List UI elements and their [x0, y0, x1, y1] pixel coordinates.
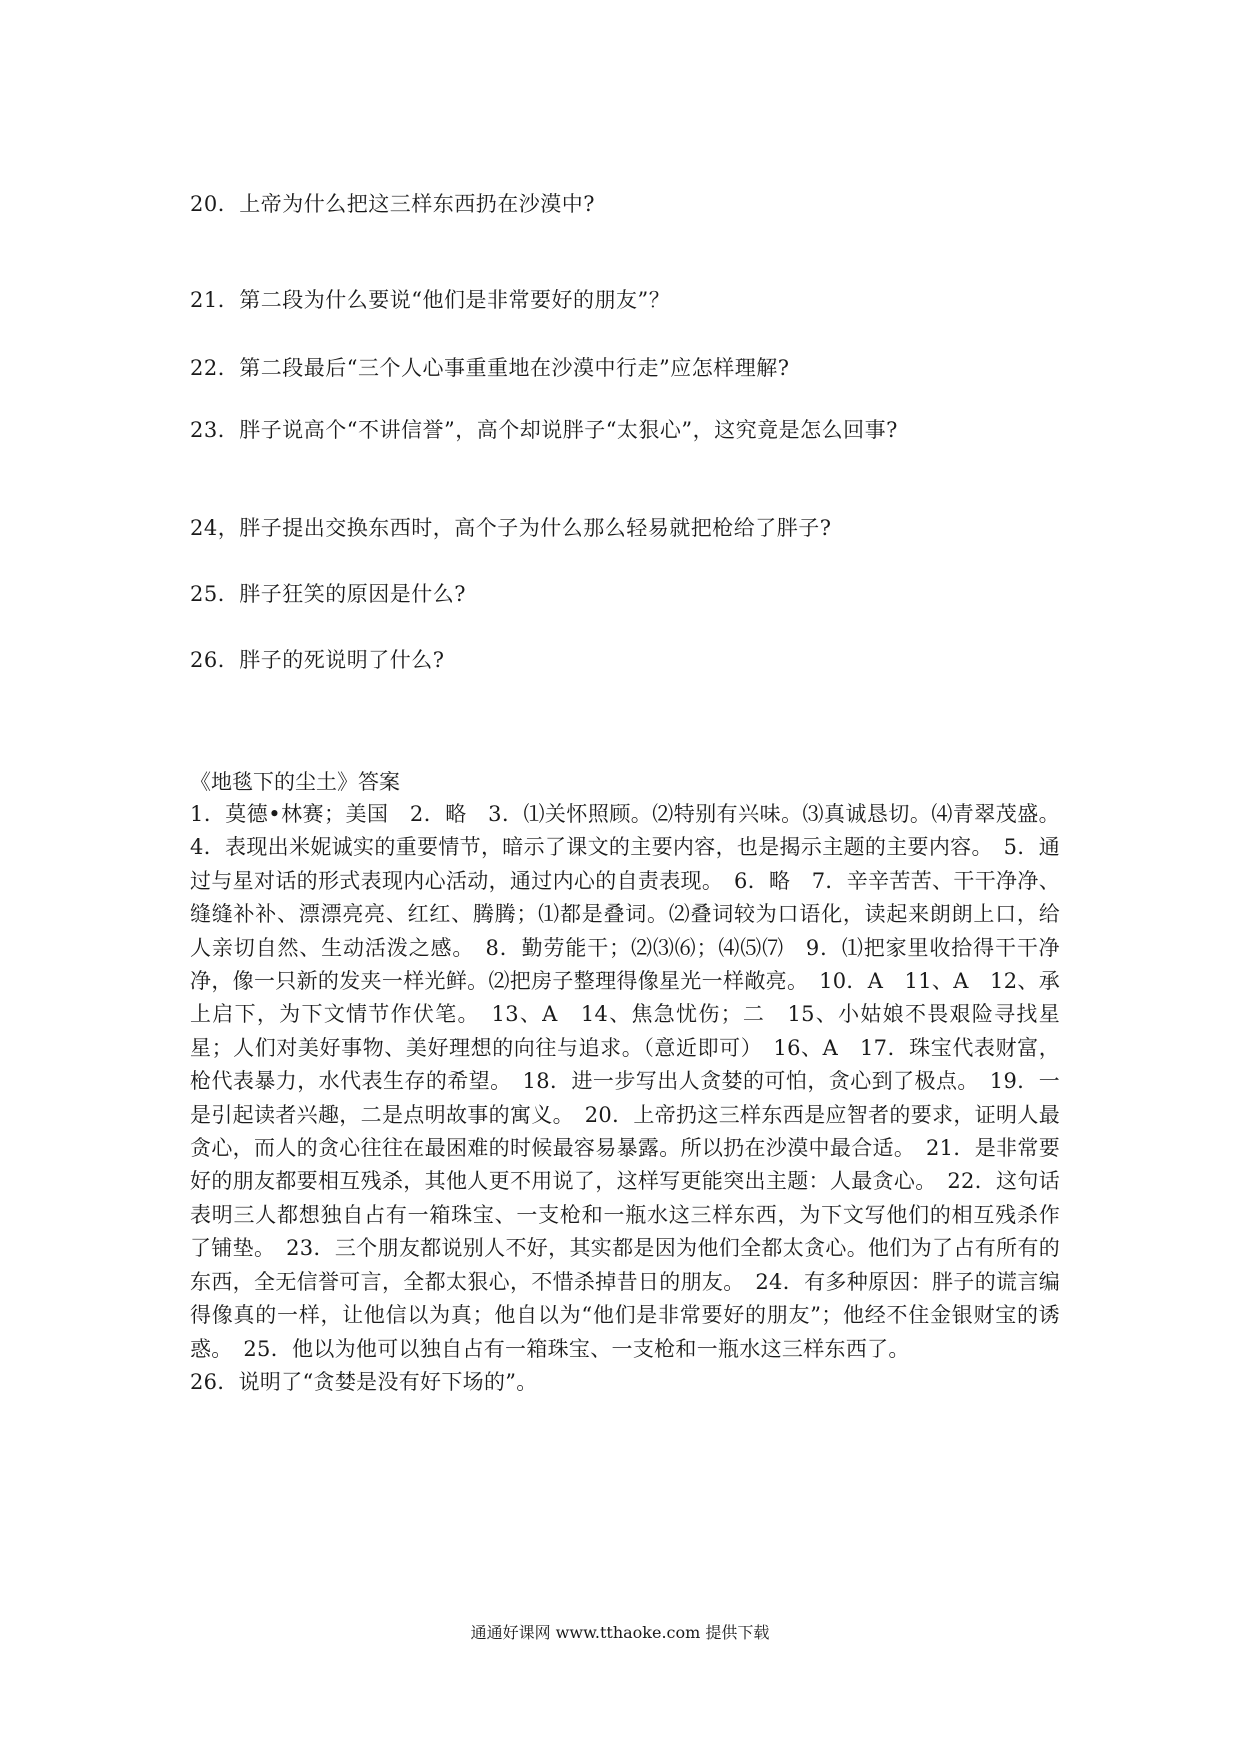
question-26: 26．胖子的死说明了什么?	[190, 648, 445, 672]
question-25: 25．胖子狂笑的原因是什么?	[190, 582, 466, 606]
answer-section-title: 《地毯下的尘土》答案	[190, 770, 400, 794]
question-24: 24，胖子提出交换东西时，高个子为什么那么轻易就把枪给了胖子?	[190, 516, 832, 540]
question-23: 23．胖子说高个“不讲信誉”，高个却说胖子“太狠心”，这究竟是怎么回事?	[190, 418, 898, 442]
page-footer: 通通好课网 www.tthaoke.com 提供下载	[470, 1623, 770, 1642]
question-20: 20．上帝为什么把这三样东西扔在沙漠中?	[190, 192, 595, 216]
question-22: 22．第二段最后“三个人心事重重地在沙漠中行走”应怎样理解?	[190, 356, 790, 380]
question-21: 21．第二段为什么要说“他们是非常要好的朋友”？	[190, 288, 671, 312]
answer-text-block	[190, 798, 1060, 1399]
answer-last-line: 26．说明了“贪婪是没有好下场的”。	[190, 1369, 538, 1394]
answer-paragraph: 1．莫德•林赛；美国 2．略 3．⑴关怀照顾。⑵特别有兴味。⑶真诚恳切。⑷青翠茂盛。4．表现出米妮诚实的重要情节，暗示了课文的主要内容，也是揭示主题的主要内容。 5．通过与星对话的形式表现内心活动，通过内心的自责表现。 6．略 7．辛辛苦苦、干干净净、缝缝补补、漂漂亮亮、红红、腾腾；⑴都是叠词。⑵叠词较为口语化，读起来朗朗上口，给人亲切自然、生动活泼之感。 8．勤劳能干；⑵⑶⑹；⑷⑸⑺ 9．⑴把家里收拾得干干净净，像一只新的发夹一样光鲜。⑵把房子整理得像星光一样敞亮。 10．A 11、A 12、承上启下，为下文情节作伏笔。 13、A 14、焦急忧伤；二 15、小姑娘不畏艰险寻找星星；人们对美好事物、美好理想的向往与追求。（意近即可） 16、A 17．珠宝代表财富，枪代表暴力，水代表生存的希望。 18．进一步写出人贪婪的可怕，贪心到了极点。 19．一是引起读者兴趣，二是点明故事的寓义。 20．上帝扔这三样东西是应智者的要求，证明人最贪心，而人的贪心往往在最困难的时候最容易暴露。所以扔在沙漠中最合适。 21．是非常要好的朋友都要相互残杀，其他人更不用说了，这样写更能突出主题：人最贪心。 22．这句话表明三人都想独自占有一箱珠宝、一支枪和一瓶水这三样东西，为下文写他们的相互残杀作了铺垫。 23．三个朋友都说别人不好，其实都是因为他们全都太贪心。他们为了占有所有的东西，全无信誉可言，全都太狠心，不惜杀掉昔日的朋友。 24．有多种原因：胖子的谎言编得像真的一样，让他信以为真；他自以为“他们是非常要好的朋友”；他经不住金银财宝的诱惑。 25．他以为他可以独自占有一箱珠宝、一支枪和一瓶水这三样东西了。	[190, 802, 1060, 1361]
